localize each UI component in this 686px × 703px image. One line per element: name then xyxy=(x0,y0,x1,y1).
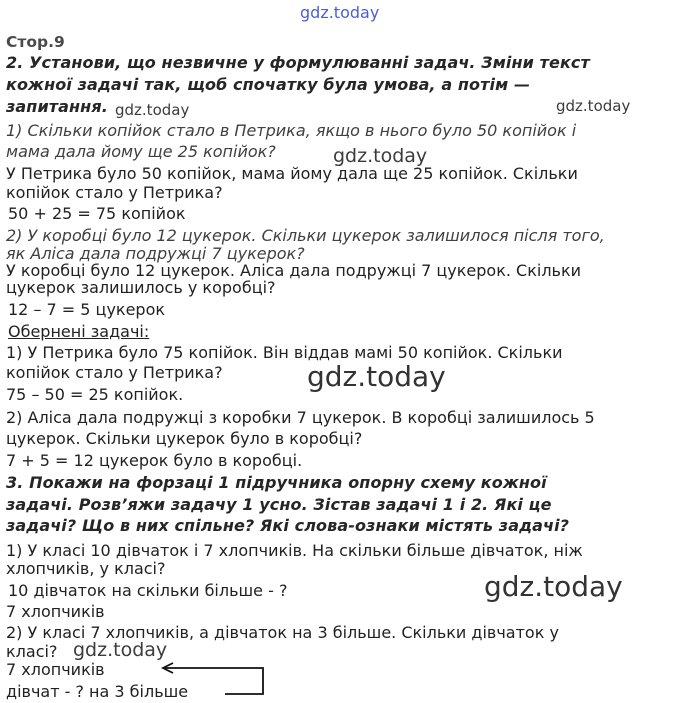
task3-title-line1: 3. Покажи на форзаці 1 підручника опорну схему кожної xyxy=(6,473,547,492)
task2-problem2-line1: 2) У коробці було 12 цукерок. Скільки цукерок залишилося після того, xyxy=(6,226,605,245)
watermark-3: gdz.today xyxy=(333,145,428,167)
inverse1-line1: 1) У Петрика було 75 копійок. Він віддав мамі 50 копійок. Скільки xyxy=(6,343,563,362)
inverse1-line2: копійок стало у Петрика? xyxy=(6,363,223,382)
watermark-top: gdz.today xyxy=(300,3,380,22)
task2-answer1-line1: У Петрика було 50 копійок, мама йому дала ще 25 копійок. Скільки xyxy=(6,164,578,183)
task2-problem1-line1: 1) Скільки копійок стало в Петрика, якщо в нього було 50 копійок і xyxy=(6,121,577,140)
inverse-tasks-heading: Обернені задачі: xyxy=(8,322,150,341)
watermark-6: gdz.today xyxy=(73,639,168,661)
task3-problem1-line2: хлопчиків, у класі? xyxy=(6,559,166,578)
task3-scheme2-line1: 7 хлопчиків xyxy=(6,660,105,679)
task3-problem2-line1: 2) У класі 7 хлопчиків, а дівчаток на 3 більше. Скільки дівчаток у xyxy=(6,623,559,642)
inverse2-calc: 7 + 5 = 12 цукерок було в коробці. xyxy=(6,451,303,470)
task2-answer2-line2: цукерок залишилось у коробці? xyxy=(6,278,276,297)
task2-problem1-line2: мама дала йому ще 25 копійок? xyxy=(6,142,276,161)
task3-scheme1-line1: 10 дівчаток на скільки більше - ? xyxy=(8,581,288,600)
task3-title-line3: задачі? Що в них спільне? Які слова-ознаки містять задачі? xyxy=(6,516,570,535)
task2-title-line3: запитання. xyxy=(6,97,108,116)
watermark-5: gdz.today xyxy=(484,570,623,603)
task2-title-line1: 2. Установи, що незвичне у формулюванні задач. Зміни текст xyxy=(6,53,590,72)
inverse2-line1: 2) Аліса дала подружці з коробки 7 цукерок. В коробці залишилось 5 xyxy=(6,408,595,427)
scheme2-bracket-arrow xyxy=(145,660,270,700)
task2-answer2-calc: 12 – 7 = 5 цукерок xyxy=(8,300,166,319)
task3-problem2-line2: класі? xyxy=(6,642,58,661)
task2-title-line2: кожної задачі так, щоб спочатку була умова, а потім — xyxy=(6,75,531,94)
page-header: Стор.9 xyxy=(6,33,65,51)
task3-title-line2: задачі. Розв’яжи задачу 1 усно. Зістав задачі 1 і 2. Які це xyxy=(6,495,552,514)
watermark-2: gdz.today xyxy=(556,97,631,115)
watermark-4: gdz.today xyxy=(307,360,446,393)
task2-problem2-line2: як Аліса дала подружці 7 цукерок? xyxy=(6,244,305,263)
task2-answer1-line2: копійок стало у Петрика? xyxy=(6,183,223,202)
task3-scheme1-line2: 7 хлопчиків xyxy=(6,602,105,621)
task3-scheme2-line2: дівчат - ? на 3 більше xyxy=(6,682,189,701)
inverse1-calc: 75 – 50 = 25 копійок. xyxy=(6,385,184,404)
task2-answer1-calc: 50 + 25 = 75 копійок xyxy=(8,204,186,223)
task3-problem1-line1: 1) У класі 10 дівчаток і 7 хлопчиків. На скільки більше дівчаток, ніж xyxy=(6,541,583,560)
inverse2-line2: цукерок. Скільки цукерок було в коробці? xyxy=(6,429,363,448)
watermark-1: gdz.today xyxy=(115,101,190,119)
task2-answer2-line1: У коробці було 12 цукерок. Аліса дала подружці 7 цукерок. Скільки xyxy=(6,261,582,280)
